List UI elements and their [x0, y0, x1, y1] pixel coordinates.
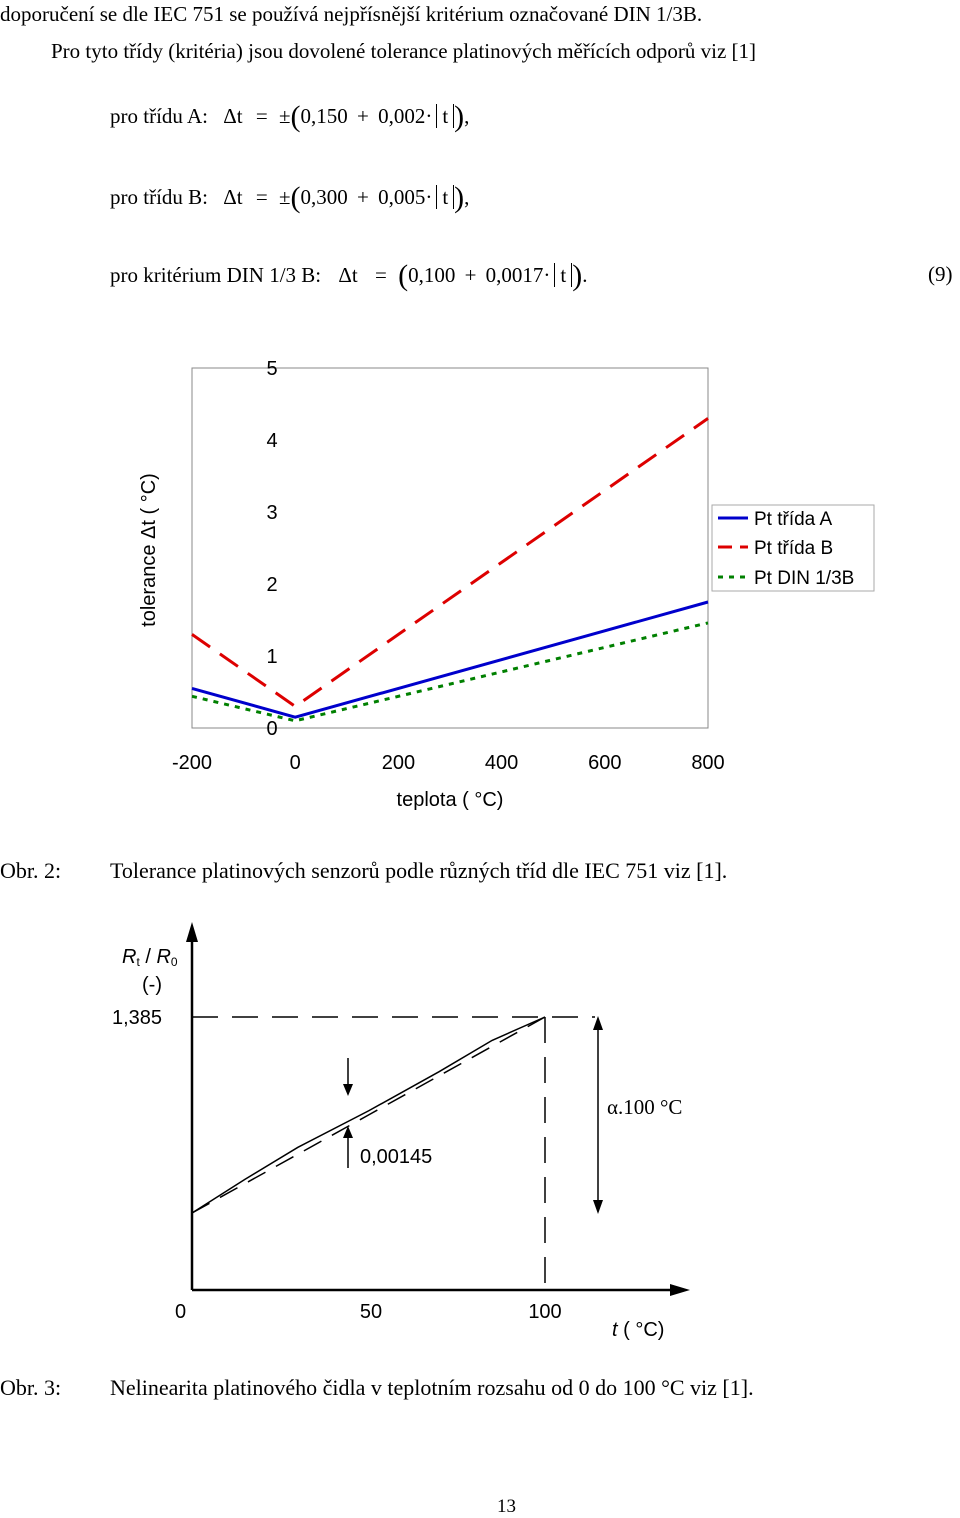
- y-tick-label: 5: [266, 358, 278, 380]
- x-tick-100: 100: [528, 1301, 562, 1323]
- y-axis-unit: (-): [142, 974, 162, 996]
- equation-class-b: pro třídu B: Δt = ±(0,300 + 0,005· t ),: [110, 181, 470, 214]
- y-tick-1385: 1,385: [112, 1007, 163, 1029]
- legend-label-din: Pt DIN 1/3B: [754, 568, 855, 589]
- legend: [712, 505, 874, 591]
- x-tick-label: 0: [289, 752, 301, 774]
- equation-number: (9): [928, 262, 953, 286]
- y-axis-title: tolerance Δt ( °C): [138, 473, 160, 627]
- x-axis-title: t ( °C): [612, 1319, 665, 1341]
- delta-annotation: 0,00145: [360, 1146, 433, 1168]
- text-line-1: doporučení se dle IEC 751 se používá nejpřísnější kritérium označované DIN 1/3B.: [0, 2, 703, 26]
- alpha-annotation: α.100 °C: [607, 1095, 683, 1119]
- x-tick-label: 200: [381, 752, 416, 774]
- y-axis-arrow-icon: [186, 922, 198, 942]
- x-tick-label: -200: [171, 752, 213, 774]
- y-tick-label: 1: [266, 646, 278, 668]
- figure-2-caption: Tolerance platinových senzorů podle různých tříd dle IEC 751 viz [1].: [110, 858, 728, 883]
- y-tick-label: 2: [266, 574, 278, 596]
- tolerance-chart: [0, 350, 960, 820]
- y-tick-label: 0: [266, 718, 278, 740]
- x-tick-label: 400: [484, 752, 519, 774]
- x-tick-50: 50: [359, 1301, 383, 1323]
- figure-3-caption: Nelinearita platinového čidla v teplotním rozsahu od 0 do 100 °C viz [1].: [110, 1375, 754, 1400]
- y-axis-title: Rt / R0: [122, 946, 178, 969]
- x-axis-title: teplota ( °C): [396, 789, 504, 811]
- equation-class-a: pro třídu A: Δt = ±(0,150 + 0,002· t ),: [110, 100, 470, 133]
- x-axis-arrow-icon: [670, 1284, 690, 1296]
- equation-din: pro kritérium DIN 1/3 B: Δt = (0,100 + 0,0017· t ).: [110, 259, 588, 292]
- x-tick-0: 0: [175, 1301, 187, 1323]
- delta-arrow-top-icon: [343, 1084, 353, 1096]
- nonlinearity-diagram: [0, 920, 960, 1360]
- y-tick-label: 3: [266, 502, 278, 524]
- legend-label-class-a: Pt třída A: [754, 509, 833, 530]
- figure-2-label: Obr. 2:: [0, 858, 62, 883]
- page-number: 13: [497, 1496, 516, 1517]
- legend-label-class-b: Pt třída B: [754, 538, 834, 559]
- text-line-2: Pro tyto třídy (kritéria) jsou dovolené tolerance platinových měřících odporů viz [1]: [51, 39, 757, 63]
- y-tick-label: 4: [266, 430, 278, 452]
- alpha-arrow-top-icon: [593, 1016, 603, 1030]
- alpha-arrow-bottom-icon: [593, 1200, 603, 1214]
- x-tick-label: 600: [588, 752, 622, 774]
- figure-3-label: Obr. 3:: [0, 1375, 62, 1400]
- x-tick-label: 800: [691, 752, 725, 774]
- linear-approximation-line: [192, 1017, 545, 1213]
